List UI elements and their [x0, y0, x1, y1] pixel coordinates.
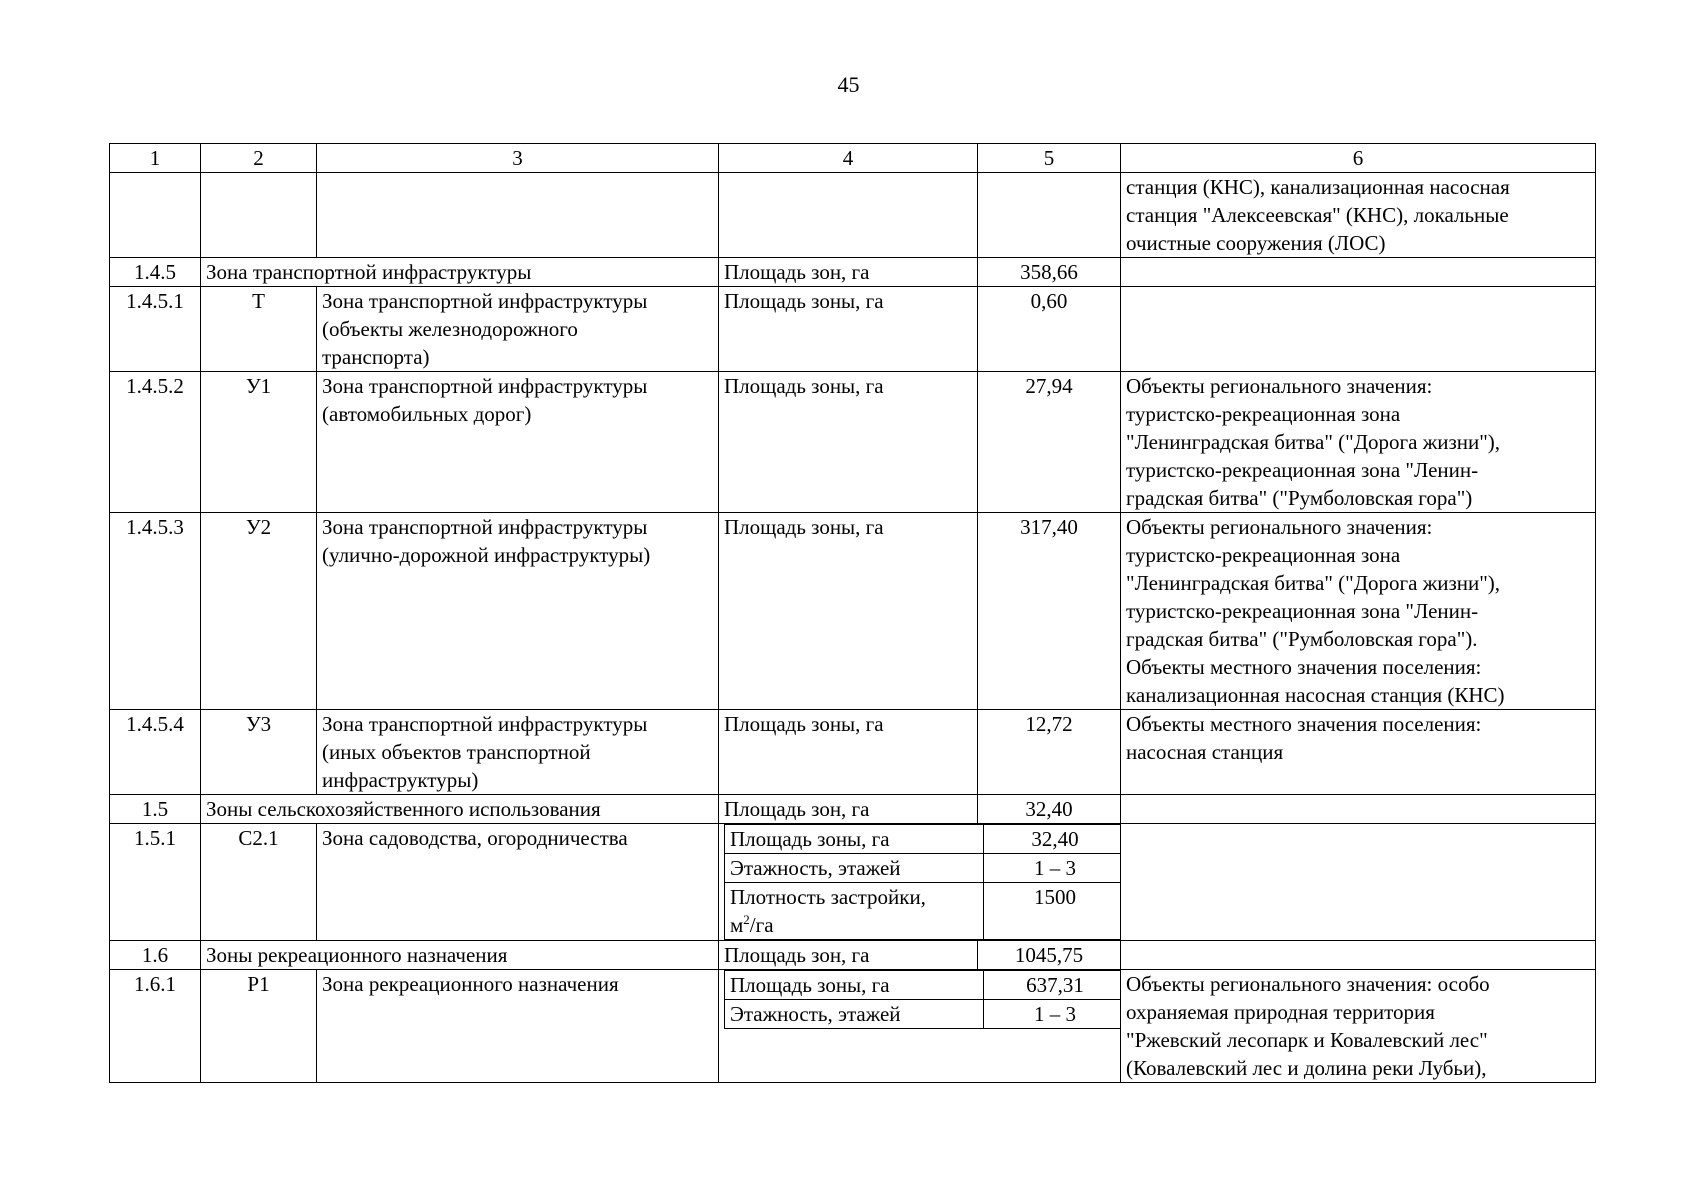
table-row	[110, 513, 1596, 710]
objects-line: градская битва" ("Румболовская гора")	[1126, 486, 1473, 510]
cell-code: У2	[201, 513, 317, 710]
name-line: (улично-дорожной инфраструктуры)	[322, 543, 651, 567]
header-col-3: 3	[317, 144, 719, 173]
cell-num: 1.4.5.2	[110, 372, 201, 513]
objects-line: туристско-рекреационная зона "Ленин-	[1126, 599, 1479, 623]
indicator-value: 1500	[984, 883, 1121, 940]
name-line: Зона транспортной инфраструктуры	[322, 712, 648, 736]
cell-name: Зона транспортной инфраструктуры	[201, 258, 719, 287]
cell-name: Зона рекреационного назначения	[317, 970, 719, 1083]
cell-num: 1.4.5.4	[110, 710, 201, 795]
cell-indicator: Площадь зон, га	[719, 795, 978, 824]
table-row	[110, 372, 1596, 513]
cell-code: С2.1	[201, 824, 317, 941]
objects-line: туристско-рекреационная зона "Ленин-	[1126, 458, 1479, 482]
cell-num	[110, 173, 201, 258]
cell-value: 358,66	[978, 258, 1121, 287]
cell-name: Зона садоводства, огородничества	[317, 824, 719, 941]
objects-line: "Ржевский лесопарк и Ковалевский лес"	[1126, 1028, 1488, 1052]
cell-value: 32,40	[978, 795, 1121, 824]
cell-indicator: Площадь зон, га	[719, 258, 978, 287]
cell-value: 12,72	[978, 710, 1121, 795]
cell-code: Р1	[201, 970, 317, 1083]
cell-code: У1	[201, 372, 317, 513]
objects-line: туристско-рекреационная зона	[1126, 402, 1401, 426]
objects-line: градская битва" ("Румболовская гора").	[1126, 627, 1478, 651]
objects-line: Объекты регионального значения: особо	[1126, 972, 1490, 996]
page-number: 45	[837, 72, 860, 97]
objects-line: Объекты местного значения поселения:	[1126, 712, 1482, 736]
indicator-label: Площадь зоны, га	[725, 825, 984, 854]
indicator-row	[725, 971, 1121, 1000]
objects-line: станция (КНС), канализационная насосная	[1126, 175, 1510, 199]
table-row	[110, 941, 1596, 970]
objects-line: очистные сооружения (ЛОС)	[1126, 231, 1386, 255]
cell-value: 0,60	[978, 287, 1121, 372]
indicator-value: 1 – 3	[984, 1000, 1121, 1029]
cell-indicator	[719, 173, 978, 258]
cell-indicator: Площадь зоны, га	[719, 372, 978, 513]
cell-indicator: Площадь зоны, га	[719, 287, 978, 372]
cell-value: 317,40	[978, 513, 1121, 710]
objects-line: насосная станция	[1126, 740, 1284, 764]
cell-num: 1.4.5.1	[110, 287, 201, 372]
indicator-label: Этажность, этажей	[725, 854, 984, 883]
cell-objects	[1121, 258, 1596, 287]
cell-num: 1.4.5	[110, 258, 201, 287]
table-row	[110, 287, 1596, 372]
objects-line: станция "Алексеевская" (КНС), локальные	[1126, 203, 1509, 227]
indicator-label: Этажность, этажей	[725, 1000, 984, 1029]
indicator-row	[725, 1000, 1121, 1029]
cell-num: 1.6	[110, 941, 201, 970]
objects-line: "Ленинградская битва" ("Дорога жизни"),	[1126, 430, 1501, 454]
objects-line: (Ковалевский лес и долина реки Лубьи),	[1126, 1056, 1487, 1080]
indicator-row	[725, 854, 1121, 883]
indicator-value: 637,31	[984, 971, 1121, 1000]
cell-indicator: Площадь зон, га	[719, 941, 978, 970]
table-row	[110, 970, 1596, 1083]
indicators-cell	[719, 970, 1121, 1083]
objects-line: охраняемая природная территория	[1126, 1000, 1435, 1024]
indicators-subtable	[724, 824, 1121, 940]
name-line: транспорта)	[322, 345, 430, 369]
table-row	[110, 173, 1596, 258]
zones-table	[109, 143, 1596, 1083]
cell-value: 1045,75	[978, 941, 1121, 970]
cell-code	[201, 173, 317, 258]
cell-objects	[1121, 941, 1596, 970]
cell-code: У3	[201, 710, 317, 795]
cell-name	[317, 287, 719, 372]
cell-value	[978, 173, 1121, 258]
cell-name	[317, 173, 719, 258]
cell-objects	[1121, 970, 1596, 1083]
table-row	[110, 824, 1596, 941]
objects-line: "Ленинградская битва" ("Дорога жизни"),	[1126, 571, 1501, 595]
name-line: (объекты железнодорожного	[322, 317, 578, 341]
name-line: Зона транспортной инфраструктуры	[322, 374, 648, 398]
indicator-value: 32,40	[984, 825, 1121, 854]
density-unit: $м^2/га$	[730, 912, 774, 937]
cell-name: Зоны сельскохозяйственного использования	[201, 795, 719, 824]
cell-objects	[1121, 710, 1596, 795]
name-line: (иных объектов транспортной	[322, 740, 591, 764]
indicators-subtable	[724, 970, 1121, 1029]
cell-value: 27,94	[978, 372, 1121, 513]
indicator-row	[725, 883, 1121, 940]
objects-line: туристско-рекреационная зона	[1126, 543, 1401, 567]
header-col-5: 5	[978, 144, 1121, 173]
indicator-value: 1 – 3	[984, 854, 1121, 883]
name-line: Зона транспортной инфраструктуры	[322, 515, 648, 539]
cell-objects	[1121, 287, 1596, 372]
cell-num: 1.6.1	[110, 970, 201, 1083]
cell-num: 1.5	[110, 795, 201, 824]
cell-objects	[1121, 173, 1596, 258]
table-row	[110, 258, 1596, 287]
cell-objects	[1121, 795, 1596, 824]
header-col-4: 4	[719, 144, 978, 173]
name-line: инфраструктуры)	[322, 768, 479, 792]
indicator-label	[725, 883, 984, 940]
objects-line: Объекты регионального значения:	[1126, 515, 1433, 539]
indicator-label: Площадь зоны, га	[725, 971, 984, 1000]
header-col-1: 1	[110, 144, 201, 173]
header-col-2: 2	[201, 144, 317, 173]
indicators-cell	[719, 824, 1121, 941]
cell-name	[317, 372, 719, 513]
name-line: Зона транспортной инфраструктуры	[322, 289, 648, 313]
cell-num: 1.5.1	[110, 824, 201, 941]
header-row	[110, 144, 1596, 173]
cell-name	[317, 710, 719, 795]
cell-indicator: Площадь зоны, га	[719, 513, 978, 710]
cell-objects	[1121, 824, 1596, 941]
objects-line: канализационная насосная станция (КНС)	[1126, 683, 1505, 707]
objects-line: Объекты местного значения поселения:	[1126, 655, 1482, 679]
cell-name	[317, 513, 719, 710]
table-row	[110, 710, 1596, 795]
header-col-6: 6	[1121, 144, 1596, 173]
table-row	[110, 795, 1596, 824]
name-line: (автомобильных дорог)	[322, 402, 532, 426]
indicator-row	[725, 825, 1121, 854]
cell-objects	[1121, 372, 1596, 513]
cell-indicator: Площадь зоны, га	[719, 710, 978, 795]
cell-name: Зоны рекреационного назначения	[201, 941, 719, 970]
objects-line: Объекты регионального значения:	[1126, 374, 1433, 398]
cell-objects	[1121, 513, 1596, 710]
density-label: Плотность застройки,	[730, 885, 926, 909]
cell-code: Т	[201, 287, 317, 372]
cell-num: 1.4.5.3	[110, 513, 201, 710]
